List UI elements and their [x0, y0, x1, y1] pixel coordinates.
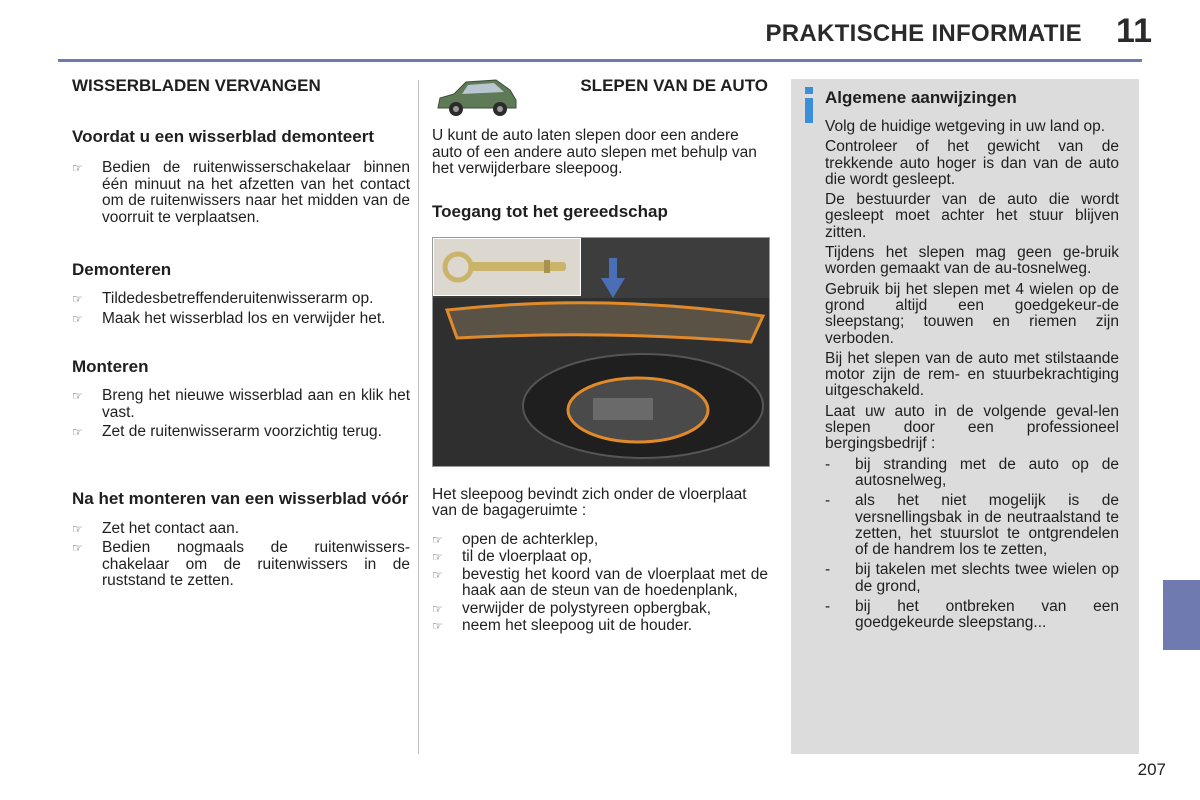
- page-number: 207: [1137, 760, 1166, 779]
- info-paragraph: Controleer of het gewicht van de trekkende auto hoger is dan van de auto die wordt gesleept.: [825, 138, 1119, 188]
- hand-pointer-icon: ☞: [432, 532, 443, 547]
- hand-pointer-icon: ☞: [72, 521, 83, 536]
- towing-section-title: SLEPEN VAN DE AUTO: [580, 76, 768, 95]
- wiper-section-title: WISSERBLADEN VERVANGEN: [72, 76, 321, 95]
- list-item: ☞ Tildedesbetreffenderuitenwisserarm op.: [72, 290, 374, 307]
- hand-pointer-icon: ☞: [72, 311, 83, 326]
- hand-pointer-icon: ☞: [72, 541, 83, 555]
- info-paragraph: Volg de huidige wetgeving in uw land op.: [825, 118, 1106, 135]
- towing-column: [432, 74, 768, 635]
- info-box: [791, 79, 1139, 754]
- list-item: ☞ verwijder de polystyreen opbergbak,: [432, 599, 711, 617]
- list-item: ☞ Bedien nogmaals de ruitenwissers-chakelaar om de ruitenwissers in de ruststand te zetten.: [72, 539, 410, 589]
- list-item: ☞ Zet het contact aan.: [72, 519, 240, 537]
- list-item: ☞ Zet de ruitenwisserarm voorzichtig terug.: [72, 423, 382, 440]
- chapter-side-tab: [1163, 580, 1200, 650]
- mount-title: Monteren: [72, 357, 149, 376]
- list-item: - bij takelen met slechts twee wielen op de grond,: [825, 561, 1119, 595]
- list-item: - als het niet mogelijk is de versnellingsbak in de neutraalstand te zetten, het stuurslot te ontgrendelen of de handrem los te zetten,: [825, 492, 1119, 559]
- chapter-number: 11: [1116, 12, 1152, 50]
- hand-pointer-icon: ☞: [432, 601, 443, 616]
- hand-pointer-icon: ☞: [72, 425, 83, 439]
- hand-pointer-icon: ☞: [432, 619, 443, 633]
- hand-pointer-icon: ☞: [72, 161, 83, 175]
- list-item: - bij stranding met de auto op de autosnelweg,: [825, 455, 1119, 489]
- list-item: ☞ Bedien de ruitenwisserschakelaar binnen één minuut na het afzetten van het contact om de ruitenwissers naar het midden van de voorruit te verplaatsen.: [72, 159, 410, 226]
- before-removal-title: Voordat u een wisserblad demonteert: [72, 127, 374, 146]
- hand-pointer-icon: ☞: [72, 389, 83, 403]
- trunk-photo: [432, 237, 770, 467]
- towing-eye-location: Het sleepoog bevindt zich onder de vloerplaat van de bagageruimte :: [432, 485, 747, 519]
- info-paragraph: Tijdens het slepen mag geen ge-bruik worden gemaakt van de au-tosnelweg.: [825, 244, 1119, 278]
- tools-access-title: Toegang tot het gereedschap: [432, 201, 668, 221]
- list-item: ☞ Breng het nieuwe wisserblad aan en klik het vast.: [72, 387, 410, 421]
- towing-eye-icon: [434, 239, 580, 295]
- info-paragraph: Laat uw auto in de volgende geval-len slepen door een professioneel bergingsbedrijf :: [825, 402, 1119, 453]
- hand-pointer-icon: ☞: [432, 550, 443, 564]
- info-paragraph: De bestuurder van de auto die wordt gesleept moet achter het stuur blijven zitten.: [825, 191, 1119, 241]
- info-body: [825, 119, 1119, 632]
- list-item: ☞ til de vloerplaat op,: [432, 548, 593, 565]
- list-item: ☞ bevestig het koord van de vloerplaat met de haak aan de steun van de hoedenplank,: [432, 565, 768, 599]
- list-item: ☞ open de achterklep,: [432, 530, 599, 548]
- header-rule: [58, 59, 1142, 62]
- wiper-column: [72, 74, 410, 590]
- page-header-title: PRAKTISCHE INFORMATIE: [765, 20, 1082, 47]
- info-icon: [803, 87, 815, 123]
- towing-intro: U kunt de auto laten slepen door een andere auto of een andere auto slepen met behulp van het verwijderbare sleepoog.: [432, 127, 757, 177]
- hand-pointer-icon: ☞: [72, 292, 83, 306]
- info-paragraph: Bij het slepen van de auto met stilstaande motor zijn de rem- en stuurbekrachtiging uitgeschakeld.: [825, 349, 1119, 400]
- info-title: Algemene aanwijzingen: [825, 88, 1017, 107]
- list-item: - bij het ontbreken van een goedgekeurde sleepstang...: [825, 598, 1119, 632]
- car-icon: [432, 74, 522, 120]
- hand-pointer-icon: ☞: [432, 567, 443, 582]
- towing-eye-inset: [433, 238, 581, 296]
- info-paragraph: Gebruik bij het slepen met 4 wielen op de grond altijd een goedgekeur-de sleepstang; touwen en riemen zijn verboden.: [825, 280, 1119, 347]
- remove-title: Demonteren: [72, 260, 172, 279]
- list-item: ☞ neem het sleepoog uit de houder.: [432, 617, 693, 634]
- after-mount-title: Na het monteren van een wisserblad vóór: [72, 488, 409, 508]
- column-divider: [418, 80, 419, 754]
- list-item: ☞ Maak het wisserblad los en verwijder het.: [72, 309, 386, 327]
